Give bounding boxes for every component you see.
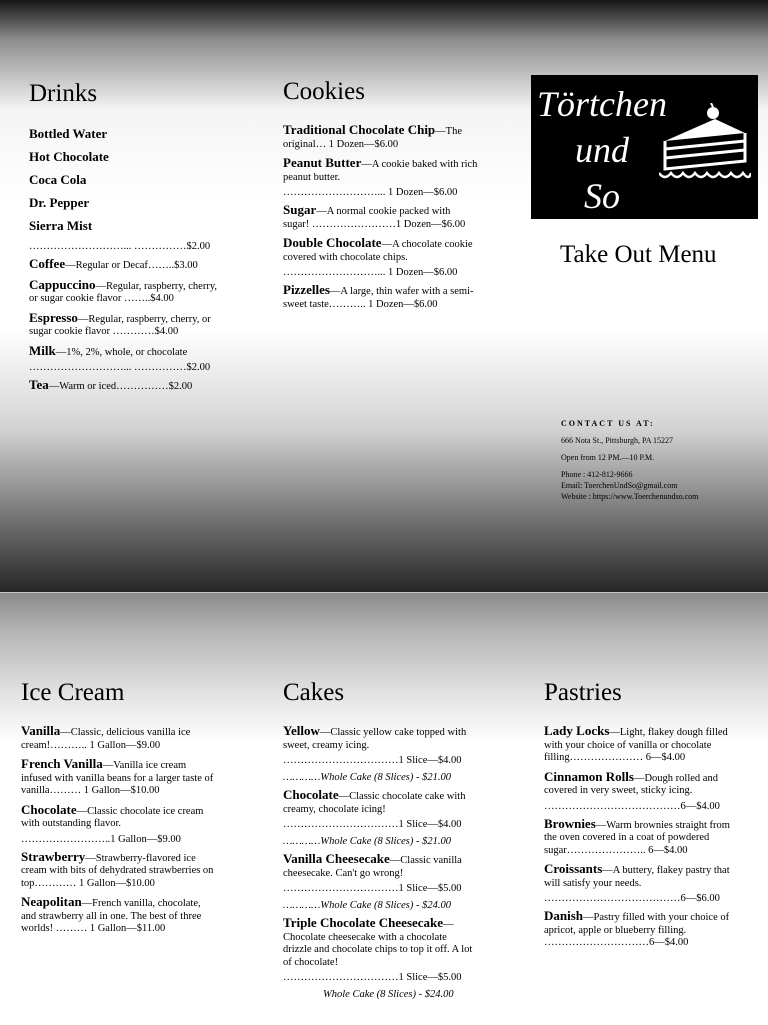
pastry-item xyxy=(544,910,740,950)
item-desc: —A buttery, flakey pastry that will satisfy your needs. xyxy=(544,865,730,889)
item-name: Peanut Butter xyxy=(283,155,362,170)
item-desc: —Classic chocolate ice cream with outstanding flavor. xyxy=(21,805,204,829)
item-desc: —A normal cookie packed with sugar! ……………………1 Dozen—$6.00 xyxy=(283,206,466,230)
item-desc: —Strawberry-flavored ice cream with bits of dehydrated strawberries on top………… 1 Gallon—$10.00 xyxy=(21,852,214,889)
pastries-title: Pastries xyxy=(544,679,622,706)
item-desc: —Dough rolled and covered in very sweet, sticky icing. xyxy=(544,772,718,796)
cake-price-slice: ……………………………1 Slice—$4.00 xyxy=(283,755,462,766)
item-name: Coffee xyxy=(29,256,66,271)
drink-item-milk xyxy=(29,342,225,360)
icecream-item xyxy=(21,725,217,752)
item-desc: —The original… 1 Dozen—$6.00 xyxy=(283,126,462,150)
cookie-price: ………………………... 1 Dozen—$6.00 xyxy=(283,187,458,198)
soda-price: ………………………... ……………$2.00 xyxy=(29,241,211,252)
item-desc: —Warm or iced……………$2.00 xyxy=(48,381,193,392)
menu-page-bottom xyxy=(0,592,768,1025)
cakes-section xyxy=(283,679,475,1006)
icecream-section xyxy=(21,679,217,942)
cake-price-whole: …………Whole Cake (8 Slices) - $24.00 xyxy=(283,900,451,911)
item-name: Traditional Chocolate Chip xyxy=(283,122,436,137)
cookie-item xyxy=(283,284,479,311)
cake-item xyxy=(283,853,475,880)
item-name: Vanilla Cheesecake xyxy=(283,851,390,866)
drink-item-cappuccino xyxy=(29,276,225,306)
item-name: Tea xyxy=(29,377,49,392)
cake-item xyxy=(283,917,475,969)
item-desc: —Classic yellow cake topped with sweet, creamy icing. xyxy=(283,727,467,751)
drink-item: Sierra Mist xyxy=(29,218,93,233)
cake-price-slice: ……………………………1 Slice—$4.00 xyxy=(283,819,462,830)
cookies-title: Cookies xyxy=(283,78,365,105)
item-name: Cinnamon Rolls xyxy=(544,768,634,784)
item-desc: —1%, 2%, whole, or chocolate xyxy=(55,346,188,358)
icecream-item xyxy=(21,801,217,831)
icecream-item xyxy=(21,896,217,936)
item-name: Neapolitan xyxy=(21,894,82,909)
icecream-item xyxy=(21,758,217,798)
drink-item: Bottled Water xyxy=(29,126,108,141)
item-name: Cappuccino xyxy=(29,276,96,292)
item-name: French Vanilla xyxy=(21,756,103,771)
pastries-section xyxy=(544,679,740,956)
item-desc: —Chocolate cheesecake with a chocolate drizzle and chocolate chips to top it off. A lot of chocolate! xyxy=(283,919,473,968)
item-desc: —Regular, raspberry, cherry, or sugar cookie flavor …………$4.00 xyxy=(29,313,211,337)
drink-item-coffee xyxy=(29,258,225,273)
contact-hours: Open from 12 PM.—10 P.M. xyxy=(561,453,655,462)
item-name: Vanilla xyxy=(21,723,61,738)
item-name: Triple Chocolate Cheesecake xyxy=(283,915,444,930)
pastry-price: …………………………………6—$4.00 xyxy=(544,800,720,812)
item-desc: —Warm brownies straight from the oven covered in a coat of powdered sugar………………….. 6—$4.00 xyxy=(544,819,730,856)
item-desc: —Light, flakey dough filled with your choice of vanilla or chocolate filling………………… 6—$4.00 xyxy=(544,727,728,763)
logo-line: So xyxy=(584,176,620,216)
pastry-item xyxy=(544,768,740,798)
cookie-item xyxy=(283,157,479,184)
cookie-item xyxy=(283,237,479,264)
item-desc: —Vanilla ice cream infused with vanilla beans for a larger taste of vanilla……… 1 Gallon—$10.00 xyxy=(21,760,214,796)
item-desc: —A large, thin wafer with a semi-sweet taste……….. 1 Dozen—$6.00 xyxy=(283,286,474,310)
item-desc: —French vanilla, chocolate, and strawberry all in one. The best of three worlds! ……… 1 Gallon—$11.00 xyxy=(21,898,202,934)
cookie-item xyxy=(283,124,479,151)
item-name: Yellow xyxy=(283,723,320,738)
cake-price-whole: …………Whole Cake (8 Slices) - $21.00 xyxy=(283,772,451,783)
item-desc: —Classic vanilla cheesecake. Can't go wrong! xyxy=(283,855,462,879)
logo-wordmark xyxy=(537,81,667,219)
item-name: Pizzelles xyxy=(283,282,330,297)
item-desc: —Classic, delicious vanilla ice cream!……….. 1 Gallon—$9.00 xyxy=(21,727,191,751)
item-name: Double Chocolate xyxy=(283,235,382,250)
cookie-price: ………………………... 1 Dozen—$6.00 xyxy=(283,267,458,278)
item-desc: —A cookie baked with rich peanut butter. xyxy=(283,159,478,183)
drink-item: Hot Chocolate xyxy=(29,149,109,164)
cake-price-whole: …………Whole Cake (8 Slices) - $21.00 xyxy=(283,836,451,847)
item-name: Milk xyxy=(29,342,56,358)
contact-block xyxy=(561,418,698,502)
pastry-price: …………………………………6—$6.00 xyxy=(544,893,720,904)
brand-logo xyxy=(531,75,758,219)
item-desc: —Pastry filled with your choice of apricot, apple or blueberry filling. …………………………6—$4.00 xyxy=(544,912,730,948)
contact-address: 666 Nota St., Pittsburgh, PA 15227 xyxy=(561,436,674,445)
drinks-section xyxy=(29,80,225,400)
icecream-item xyxy=(21,848,217,891)
drink-item: Coca Cola xyxy=(29,172,87,187)
contact-email: Email: ToerchenUndSo@gmail.com xyxy=(561,481,678,490)
item-desc: —Classic chocolate cake with creamy, chocolate icing! xyxy=(283,791,466,815)
item-name: Danish xyxy=(544,908,584,923)
logo-line: und xyxy=(575,130,629,170)
icecream-title: Ice Cream xyxy=(21,679,125,706)
cake-item xyxy=(283,725,475,752)
item-name: Croissants xyxy=(544,861,603,876)
drink-item: Dr. Pepper xyxy=(29,195,90,210)
drink-item-tea xyxy=(29,379,225,394)
item-desc: —Regular or Decaf……..$3.00 xyxy=(65,260,198,271)
cookies-section xyxy=(283,78,479,317)
drink-item-espresso xyxy=(29,309,225,339)
contact-website: Website : https://www.Toerchenundso.com xyxy=(561,492,699,501)
pastry-item xyxy=(544,863,740,890)
takeout-title: Take Out Menu xyxy=(560,241,717,268)
cake-slice-icon xyxy=(659,103,751,187)
item-desc: —Regular, raspberry, cherry, or sugar cookie flavor ……..$4.00 xyxy=(29,280,218,304)
item-name: Chocolate xyxy=(283,787,339,802)
cakes-title: Cakes xyxy=(283,679,345,706)
contact-phone: Phone : 412-812-9666 xyxy=(561,470,633,479)
cake-price-whole: Whole Cake (8 Slices) - $24.00 xyxy=(323,989,454,1000)
cake-price-slice: ……………………………1 Slice—$5.00 xyxy=(283,883,462,894)
item-name: Lady Locks xyxy=(544,723,610,738)
pastry-item xyxy=(544,725,740,765)
cookie-item xyxy=(283,204,479,231)
item-name: Espresso xyxy=(29,309,78,325)
item-desc: —A chocolate cookie covered with chocolate chips. xyxy=(283,239,473,263)
contact-header: CONTACT US AT: xyxy=(561,419,655,428)
item-name: Strawberry xyxy=(21,848,86,864)
item-name: Brownies xyxy=(544,815,596,831)
drinks-title: Drinks xyxy=(29,80,98,107)
cake-price-slice: ……………………………1 Slice—$5.00 xyxy=(283,972,462,983)
cake-item xyxy=(283,789,475,816)
item-name: Chocolate xyxy=(21,801,77,817)
icecream-price: ……………………..1 Gallon—$9.00 xyxy=(21,833,181,845)
item-name: Sugar xyxy=(283,202,317,217)
milk-price: ………………………... ……………$2.00 xyxy=(29,362,211,373)
logo-line: Törtchen xyxy=(537,84,667,124)
pastry-item xyxy=(544,815,740,858)
